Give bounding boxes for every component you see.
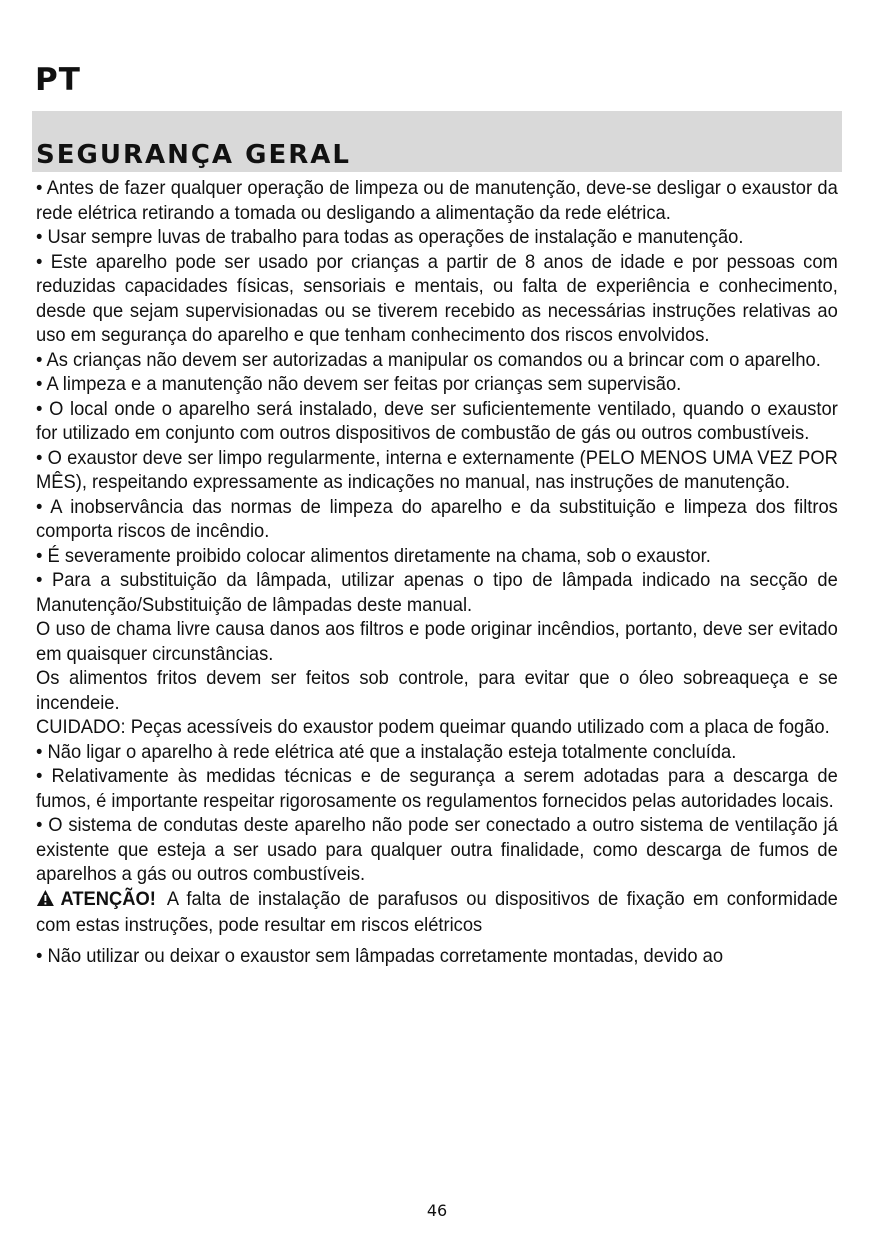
paragraph: • Não utilizar ou deixar o exaustor sem lâmpadas corretamente montadas, devido ao (36, 944, 724, 967)
paragraph: • Relativamente às medidas técnicas e de segurança a serem adotadas para a descarga de fumos, é importante respeitar rigorosamente os regulamentos fornecidos pelas autoridades locais. (36, 765, 838, 812)
paragraph: • É severamente proibido colocar alimentos diretamente na chama, sob o exaustor. (36, 544, 711, 567)
paragraph: • O sistema de condutas deste aparelho não pode ser conectado a outro sistema de ventilação já existente que esteja a ser usado para qualquer outra finalidade, como descarga de fumos de aparelhos a gás ou outros combustíveis. (36, 814, 838, 885)
warning-paragraph (36, 887, 838, 938)
language-code: PT (35, 62, 81, 98)
paragraph: Os alimentos fritos devem ser feitos sob controle, para evitar que o óleo sobreaqueça e se incendeie. (36, 667, 838, 714)
paragraph: • As crianças não devem ser autorizadas a manipular os comandos ou a brincar com o aparelho. (36, 348, 821, 371)
paragraph: CUIDADO: Peças acessíveis do exaustor podem queimar quando utilizado com a placa de fogão. (36, 716, 830, 738)
paragraph: O uso de chama livre causa danos aos filtros e pode originar incêndios, portanto, deve ser evitado em quaisquer circunstâncias. (36, 618, 838, 665)
safety-text-body (36, 176, 838, 968)
warning-label: ATENÇÃO! (60, 887, 156, 910)
section-header-bar (32, 111, 842, 172)
paragraph: • O local onde o aparelho será instalado, deve ser suficientemente ventilado, quando o exaustor for utilizado em conjunto com outros dispositivos de combustão de gás ou outros combustíveis. (36, 397, 838, 444)
warning-text: A falta de instalação de parafusos ou dispositivos de fixação em conformidade com estas instruções, pode resultar em riscos elétricos (36, 887, 838, 936)
paragraph: • A limpeza e a manutenção não devem ser feitas por crianças sem supervisão. (36, 373, 682, 395)
paragraph: • A inobservância das normas de limpeza do aparelho e da substituição e limpeza dos filtros comporta riscos de incêndio. (36, 495, 838, 542)
warning-triangle-icon (36, 889, 55, 914)
paragraph: • Este aparelho pode ser usado por crianças a partir de 8 anos de idade e por pessoas com reduzidas capacidades físicas, sensoriais e mentais, ou falta de experiência e conhecimento, desde que sejam supervisionadas ou se tiverem recebido as necessárias instruções relativas ao uso em segurança do aparelho e que tenham conhecimento dos riscos envolvidos. (36, 250, 838, 346)
paragraph: • Não ligar o aparelho à rede elétrica até que a instalação esteja totalmente concluída. (36, 740, 737, 763)
paragraph: • Usar sempre luvas de trabalho para todas as operações de instalação e manutenção. (36, 226, 744, 248)
paragraph: • O exaustor deve ser limpo regularmente, interna e externamente (PELO MENOS UMA VEZ POR MÊS), respeitando expressamente as indicações no manual, nas instruções de manutenção. (36, 446, 838, 493)
paragraph: • Antes de fazer qualquer operação de limpeza ou de manutenção, deve-se desligar o exaustor da rede elétrica retirando a tomada ou desligando a alimentação da rede elétrica. (36, 177, 838, 224)
paragraph: • Para a substituição da lâmpada, utilizar apenas o tipo de lâmpada indicado na secção de Manutenção/Substituição de lâmpadas deste manual. (36, 569, 838, 616)
section-title: SEGURANÇA GERAL (36, 140, 351, 170)
page-number: 46 (426, 1201, 448, 1220)
